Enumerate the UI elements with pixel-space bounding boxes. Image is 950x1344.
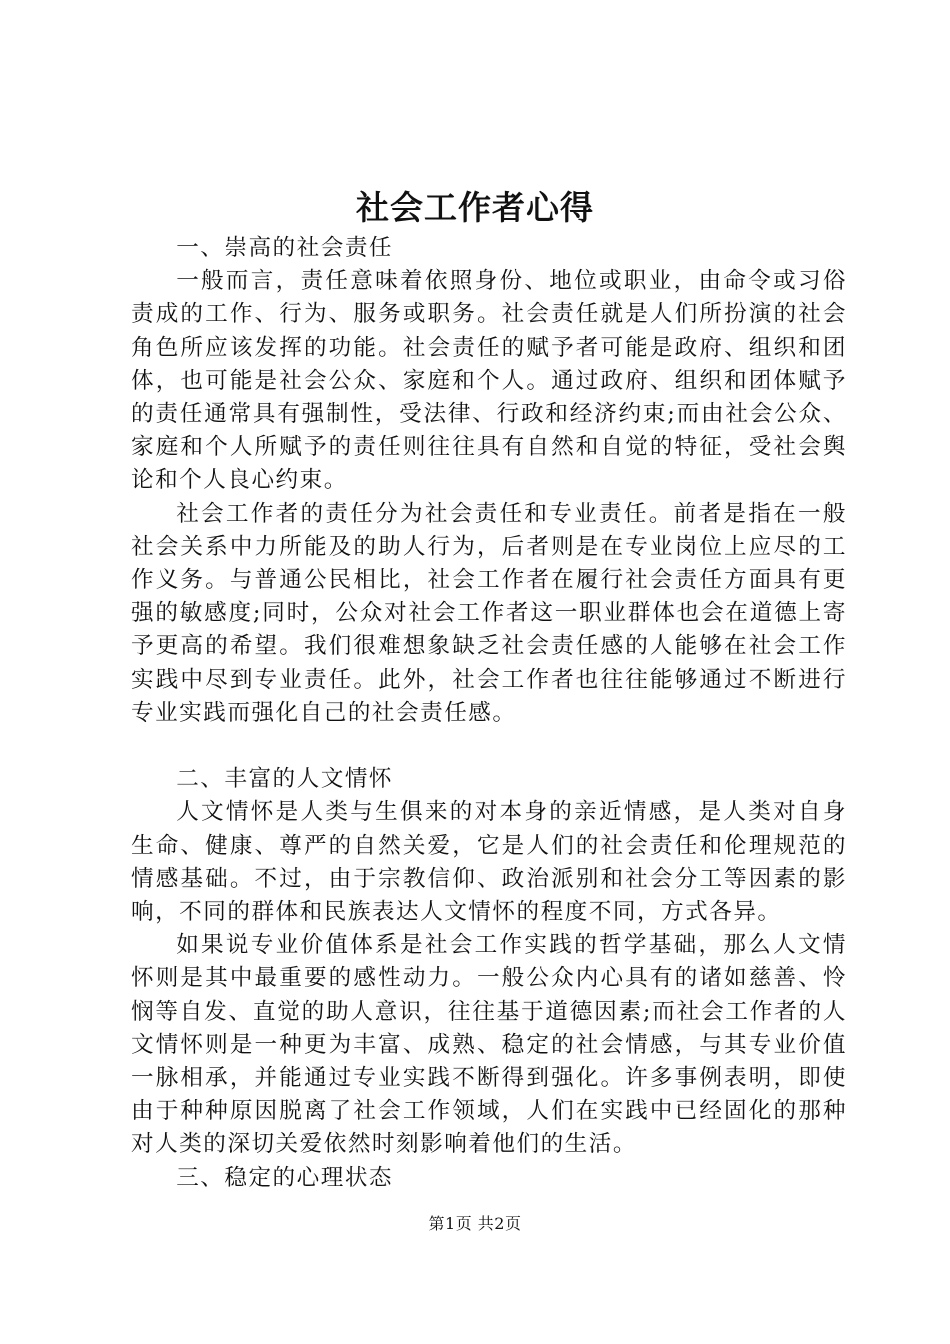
blank-line bbox=[131, 730, 847, 763]
paragraph-2: 社会工作者的责任分为社会责任和专业责任。前者是指在一般社会关系中力所能及的助人行为，后者则是在专业岗位上应尽的工作义务。与普通公民相比，社会工作者在履行社会责任方面具有更强的敏感度;同时，公众对社会工作者这一职业群体也会在道德上寄予更高的希望。我们很难想象缺乏社会责任感的人能够在社会工作实践中尽到专业责任。此外，社会工作者也往往能够通过不断进行专业实践而强化自己的社会责任感。 bbox=[131, 500, 847, 726]
paragraph-1: 一般而言，责任意味着依照身份、地位或职业，由命令或习俗责成的工作、行为、服务或职务。社会责任就是人们所扮演的社会角色所应该发挥的功能。社会责任的赋予者可能是政府、组织和团体，也可能是社会公众、家庭和个人。通过政府、组织和团体赋予的责任通常具有强制性，受法律、行政和经济约束;而由社会公众、家庭和个人所赋予的责任则往往具有自然和自觉的特征，受社会舆论和个人良心约束。 bbox=[131, 268, 847, 494]
paragraph-3: 人文情怀是人类与生俱来的对本身的亲近情感，是人类对自身生命、健康、尊严的自然关爱，它是人们的社会责任和伦理规范的情感基础。不过，由于宗教信仰、政治派别和社会分工等因素的影响，不同的群体和民族表达人文情怀的程度不同，方式各异。 bbox=[131, 799, 847, 926]
section-heading-1: 一、崇高的社会责任 bbox=[176, 235, 394, 261]
page-footer: 第1页 共2页 bbox=[428, 1214, 522, 1233]
document-title: 社会工作者心得 bbox=[356, 188, 594, 227]
section-heading-3: 三、稳定的心理状态 bbox=[176, 1164, 394, 1191]
document-body bbox=[131, 232, 847, 1195]
paragraph-4: 如果说专业价值体系是社会工作实践的哲学基础，那么人文情怀则是其中最重要的感性动力。一般公众内心具有的诸如慈善、怜悯等自发、直觉的助人意识，往往基于道德因素;而社会工作者的人文情怀则是一种更为丰富、成熟、稳定的社会情感，与其专业价值一脉相承，并能通过专业实践不断得到强化。许多事例表明，即使由于种种原因脱离了社会工作领域，人们在实践中已经固化的那种对人类的深切关爱依然时刻影响着他们的生活。 bbox=[131, 932, 847, 1158]
section-heading-2: 二、丰富的人文情怀 bbox=[176, 766, 394, 793]
